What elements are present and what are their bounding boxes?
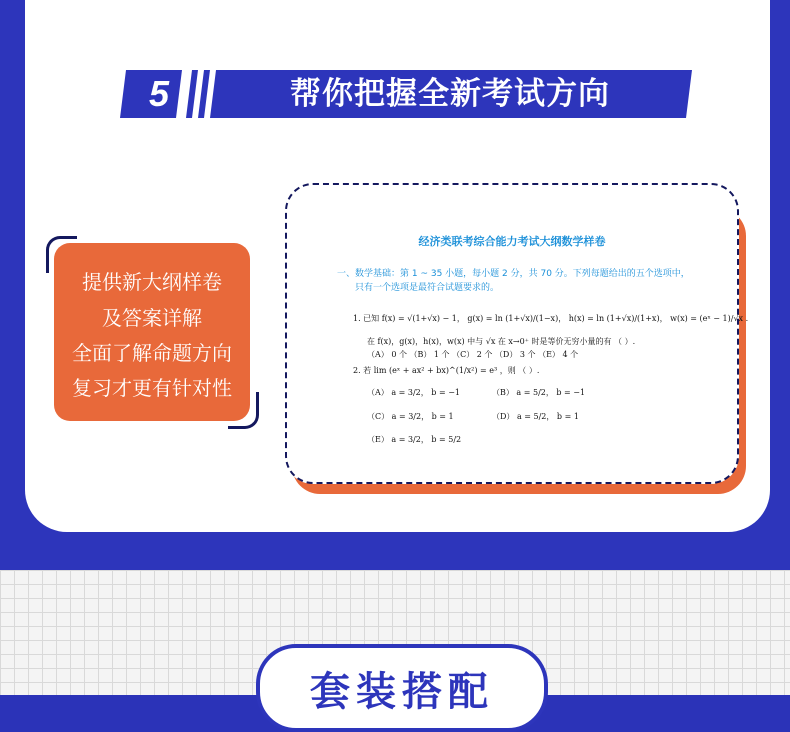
feature-line: 及答案详解 xyxy=(102,306,202,330)
question-2-text: 2. 若 lim (eˣ + ax² + bx)^(1/x²) = e³ ，则 （ ）. xyxy=(353,366,540,375)
section-instructions xyxy=(337,267,717,295)
instruction-line: 只有一个选项是最符合试题要求的。 xyxy=(355,283,500,293)
question-2-option: （A） a = 3/2， b = −1 xyxy=(367,388,460,397)
section-banner xyxy=(120,70,692,118)
feature-line: 复习才更有针对性 xyxy=(72,376,232,400)
question-1-text: 1. 已知 f(x) = √(1+√x) − 1， g(x) = ln (1+√x)/(1−x)， h(x) = ln (1+√x)/(1+x)， w(x) = (eˣ − 1)/√x . xyxy=(353,314,749,323)
feature-line: 提供新大纲样卷 xyxy=(82,270,222,294)
question-2-option: （C） a = 3/2， b = 1 xyxy=(367,412,454,421)
bottom-title-pill xyxy=(256,644,548,732)
question-2-option: （B） a = 5/2， b = −1 xyxy=(492,388,586,397)
question-1-text: 在 f(x)，g(x)，h(x)，w(x) 中与 √x 在 x→0⁺ 时是等价无穷小量的有 （ ）. xyxy=(367,337,636,346)
question-2-option: （E） a = 3/2， b = 5/2 xyxy=(367,435,462,444)
corner-bracket-bottom-right xyxy=(228,392,259,429)
instruction-line: 一、数学基础：第 1 ~ 35 小题，每小题 2 分，共 70 分。下列每题给出的五个选项中， xyxy=(337,269,690,279)
section-number: 5 xyxy=(148,73,170,114)
bottom-title: 套装搭配 xyxy=(310,669,494,715)
feature-box xyxy=(54,243,250,421)
paper-title: 经济类联考综合能力考试大纲数学样卷 xyxy=(418,235,606,248)
sample-paper xyxy=(285,183,749,484)
section-title: 帮你把握全新考试方向 xyxy=(290,76,610,112)
question-2-option: （D） a = 5/2， b = 1 xyxy=(492,412,579,421)
feature-line: 全面了解命题方向 xyxy=(72,341,232,365)
question-1-options: （A） 0 个 （B） 1 个 （C） 2 个 （D） 3 个 （E） 4 个 xyxy=(367,350,579,359)
